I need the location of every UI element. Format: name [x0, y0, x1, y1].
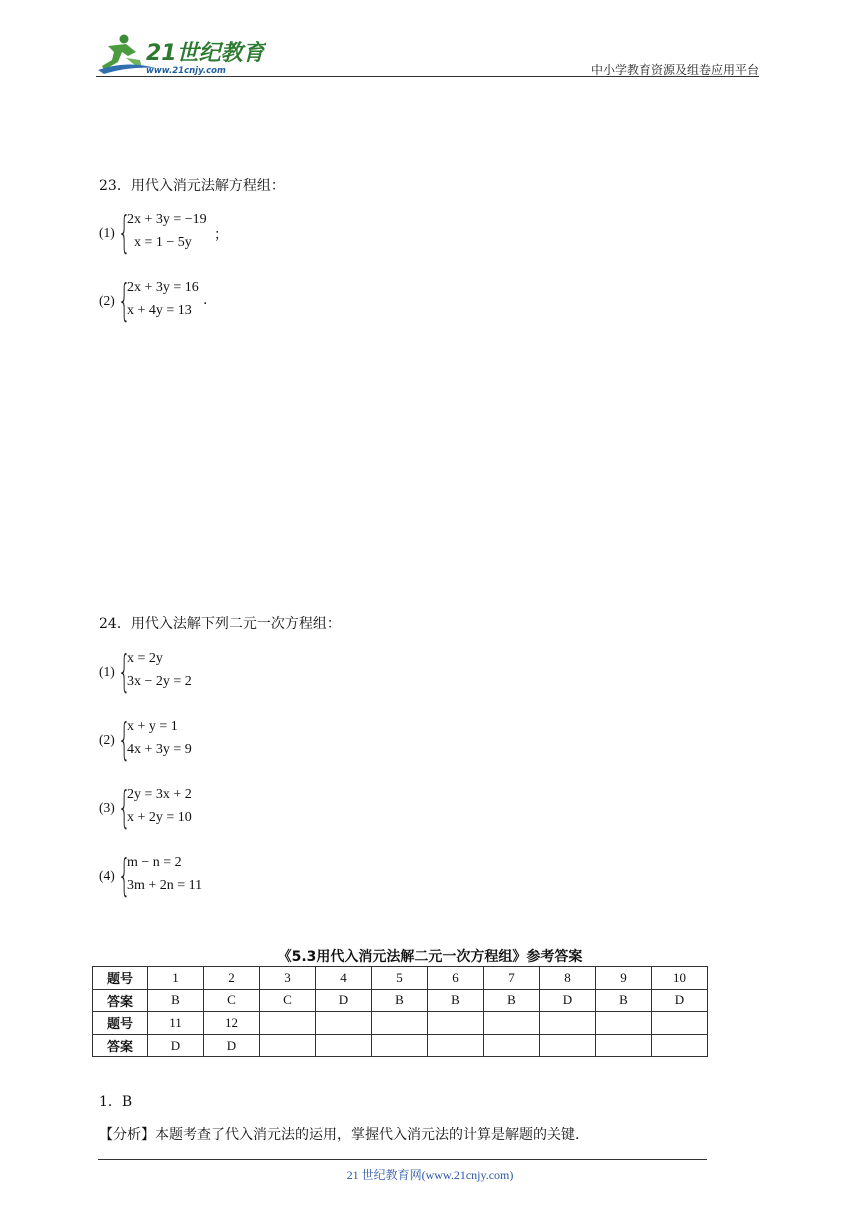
q23-system-1 — [99, 207, 299, 260]
q24-system-4 — [99, 850, 299, 903]
table-cell: B — [484, 989, 540, 1012]
table-cell: 5 — [372, 967, 428, 990]
table-cell — [596, 1034, 652, 1057]
table-row — [93, 1012, 708, 1035]
table-cell — [540, 1034, 596, 1057]
table-cell — [428, 1012, 484, 1035]
system-index: (2) — [99, 293, 115, 308]
logo-text: 21世纪教育 — [146, 41, 265, 66]
row-label: 题号 — [93, 1012, 148, 1035]
equation-line-2: x + 4y = 13 — [127, 303, 192, 318]
table-cell: D — [148, 1034, 204, 1057]
table-cell: D — [316, 989, 372, 1012]
left-brace-icon: { — [118, 782, 131, 833]
equation-line-1: 2x + 3y = −19 — [127, 212, 207, 227]
equation-line-2: 3m + 2n = 11 — [127, 878, 203, 893]
logo-url: www.21cnjy.com — [146, 66, 226, 76]
system-index: (3) — [99, 800, 115, 815]
system-index: (4) — [99, 868, 115, 883]
table-cell: B — [148, 989, 204, 1012]
table-cell — [316, 1034, 372, 1057]
left-brace-icon: { — [118, 714, 131, 765]
punctuation: . — [203, 292, 208, 308]
answer-table — [92, 966, 708, 1057]
analysis-text: 【分析】本题考查了代入消元法的运用，掌握代入消元法的计算是解题的关键. — [99, 1127, 580, 1143]
punctuation: ； — [214, 227, 228, 243]
q24-system-2 — [99, 714, 299, 767]
equation-line-1: x = 2y — [127, 651, 163, 666]
equation-line-1: m − n = 2 — [127, 855, 182, 870]
site-logo — [96, 30, 266, 76]
table-cell: 6 — [428, 967, 484, 990]
equation-line-2: x = 1 − 5y — [127, 235, 192, 250]
table-cell — [428, 1034, 484, 1057]
question-24-title: 24．用代入法解下列二元一次方程组： — [99, 616, 341, 632]
table-cell: 2 — [204, 967, 260, 990]
equation-line-2: 4x + 3y = 9 — [127, 742, 192, 757]
system-index: (2) — [99, 732, 115, 747]
table-cell — [260, 1034, 316, 1057]
table-cell: 12 — [204, 1012, 260, 1035]
answer-1: 1．B — [99, 1094, 133, 1110]
footer-text: 21 世纪教育网(www.21cnjy.com) — [346, 1168, 514, 1182]
table-cell: 9 — [596, 967, 652, 990]
table-cell — [596, 1012, 652, 1035]
equation-line-1: x + y = 1 — [127, 719, 178, 734]
table-cell: 8 — [540, 967, 596, 990]
table-cell — [372, 1012, 428, 1035]
header-platform-text: 中小学教育资源及组卷应用平台 — [590, 63, 759, 77]
table-cell: D — [204, 1034, 260, 1057]
q24-system-3 — [99, 782, 299, 835]
header-rule — [96, 76, 759, 77]
table-cell — [316, 1012, 372, 1035]
table-cell: D — [652, 989, 708, 1012]
equation-line-2: 3x − 2y = 2 — [127, 674, 192, 689]
left-brace-icon: { — [118, 850, 131, 901]
table-row — [93, 967, 708, 990]
left-brace-icon: { — [118, 275, 131, 326]
table-cell: 10 — [652, 967, 708, 990]
table-cell — [260, 1012, 316, 1035]
table-cell: 11 — [148, 1012, 204, 1035]
table-cell: 4 — [316, 967, 372, 990]
table-row — [93, 1034, 708, 1057]
table-cell — [372, 1034, 428, 1057]
table-cell: 1 — [148, 967, 204, 990]
table-cell: C — [260, 989, 316, 1012]
answer-key-title: 《5.3用代入消元法解二元一次方程组》参考答案 — [277, 949, 583, 965]
system-index: (1) — [99, 664, 115, 679]
table-cell: B — [372, 989, 428, 1012]
equation-line-1: 2x + 3y = 16 — [127, 280, 199, 295]
q23-system-2 — [99, 275, 299, 328]
equation-line-2: x + 2y = 10 — [127, 810, 192, 825]
table-cell — [484, 1012, 540, 1035]
table-cell: C — [204, 989, 260, 1012]
question-23-title: 23．用代入消元法解方程组： — [99, 178, 285, 194]
table-cell — [484, 1034, 540, 1057]
table-cell — [540, 1012, 596, 1035]
table-cell: 3 — [260, 967, 316, 990]
table-cell — [652, 1012, 708, 1035]
equation-line-1: 2y = 3x + 2 — [127, 787, 192, 802]
left-brace-icon: { — [118, 646, 131, 697]
footer-rule — [98, 1159, 707, 1160]
table-cell — [652, 1034, 708, 1057]
row-label: 题号 — [93, 967, 148, 990]
table-cell: B — [596, 989, 652, 1012]
table-row — [93, 989, 708, 1012]
table-cell: 7 — [484, 967, 540, 990]
system-index: (1) — [99, 225, 115, 240]
table-cell: D — [540, 989, 596, 1012]
page-header — [96, 30, 759, 80]
left-brace-icon: { — [118, 207, 131, 258]
row-label: 答案 — [93, 1034, 148, 1057]
row-label: 答案 — [93, 989, 148, 1012]
table-cell: B — [428, 989, 484, 1012]
q24-system-1 — [99, 646, 299, 699]
